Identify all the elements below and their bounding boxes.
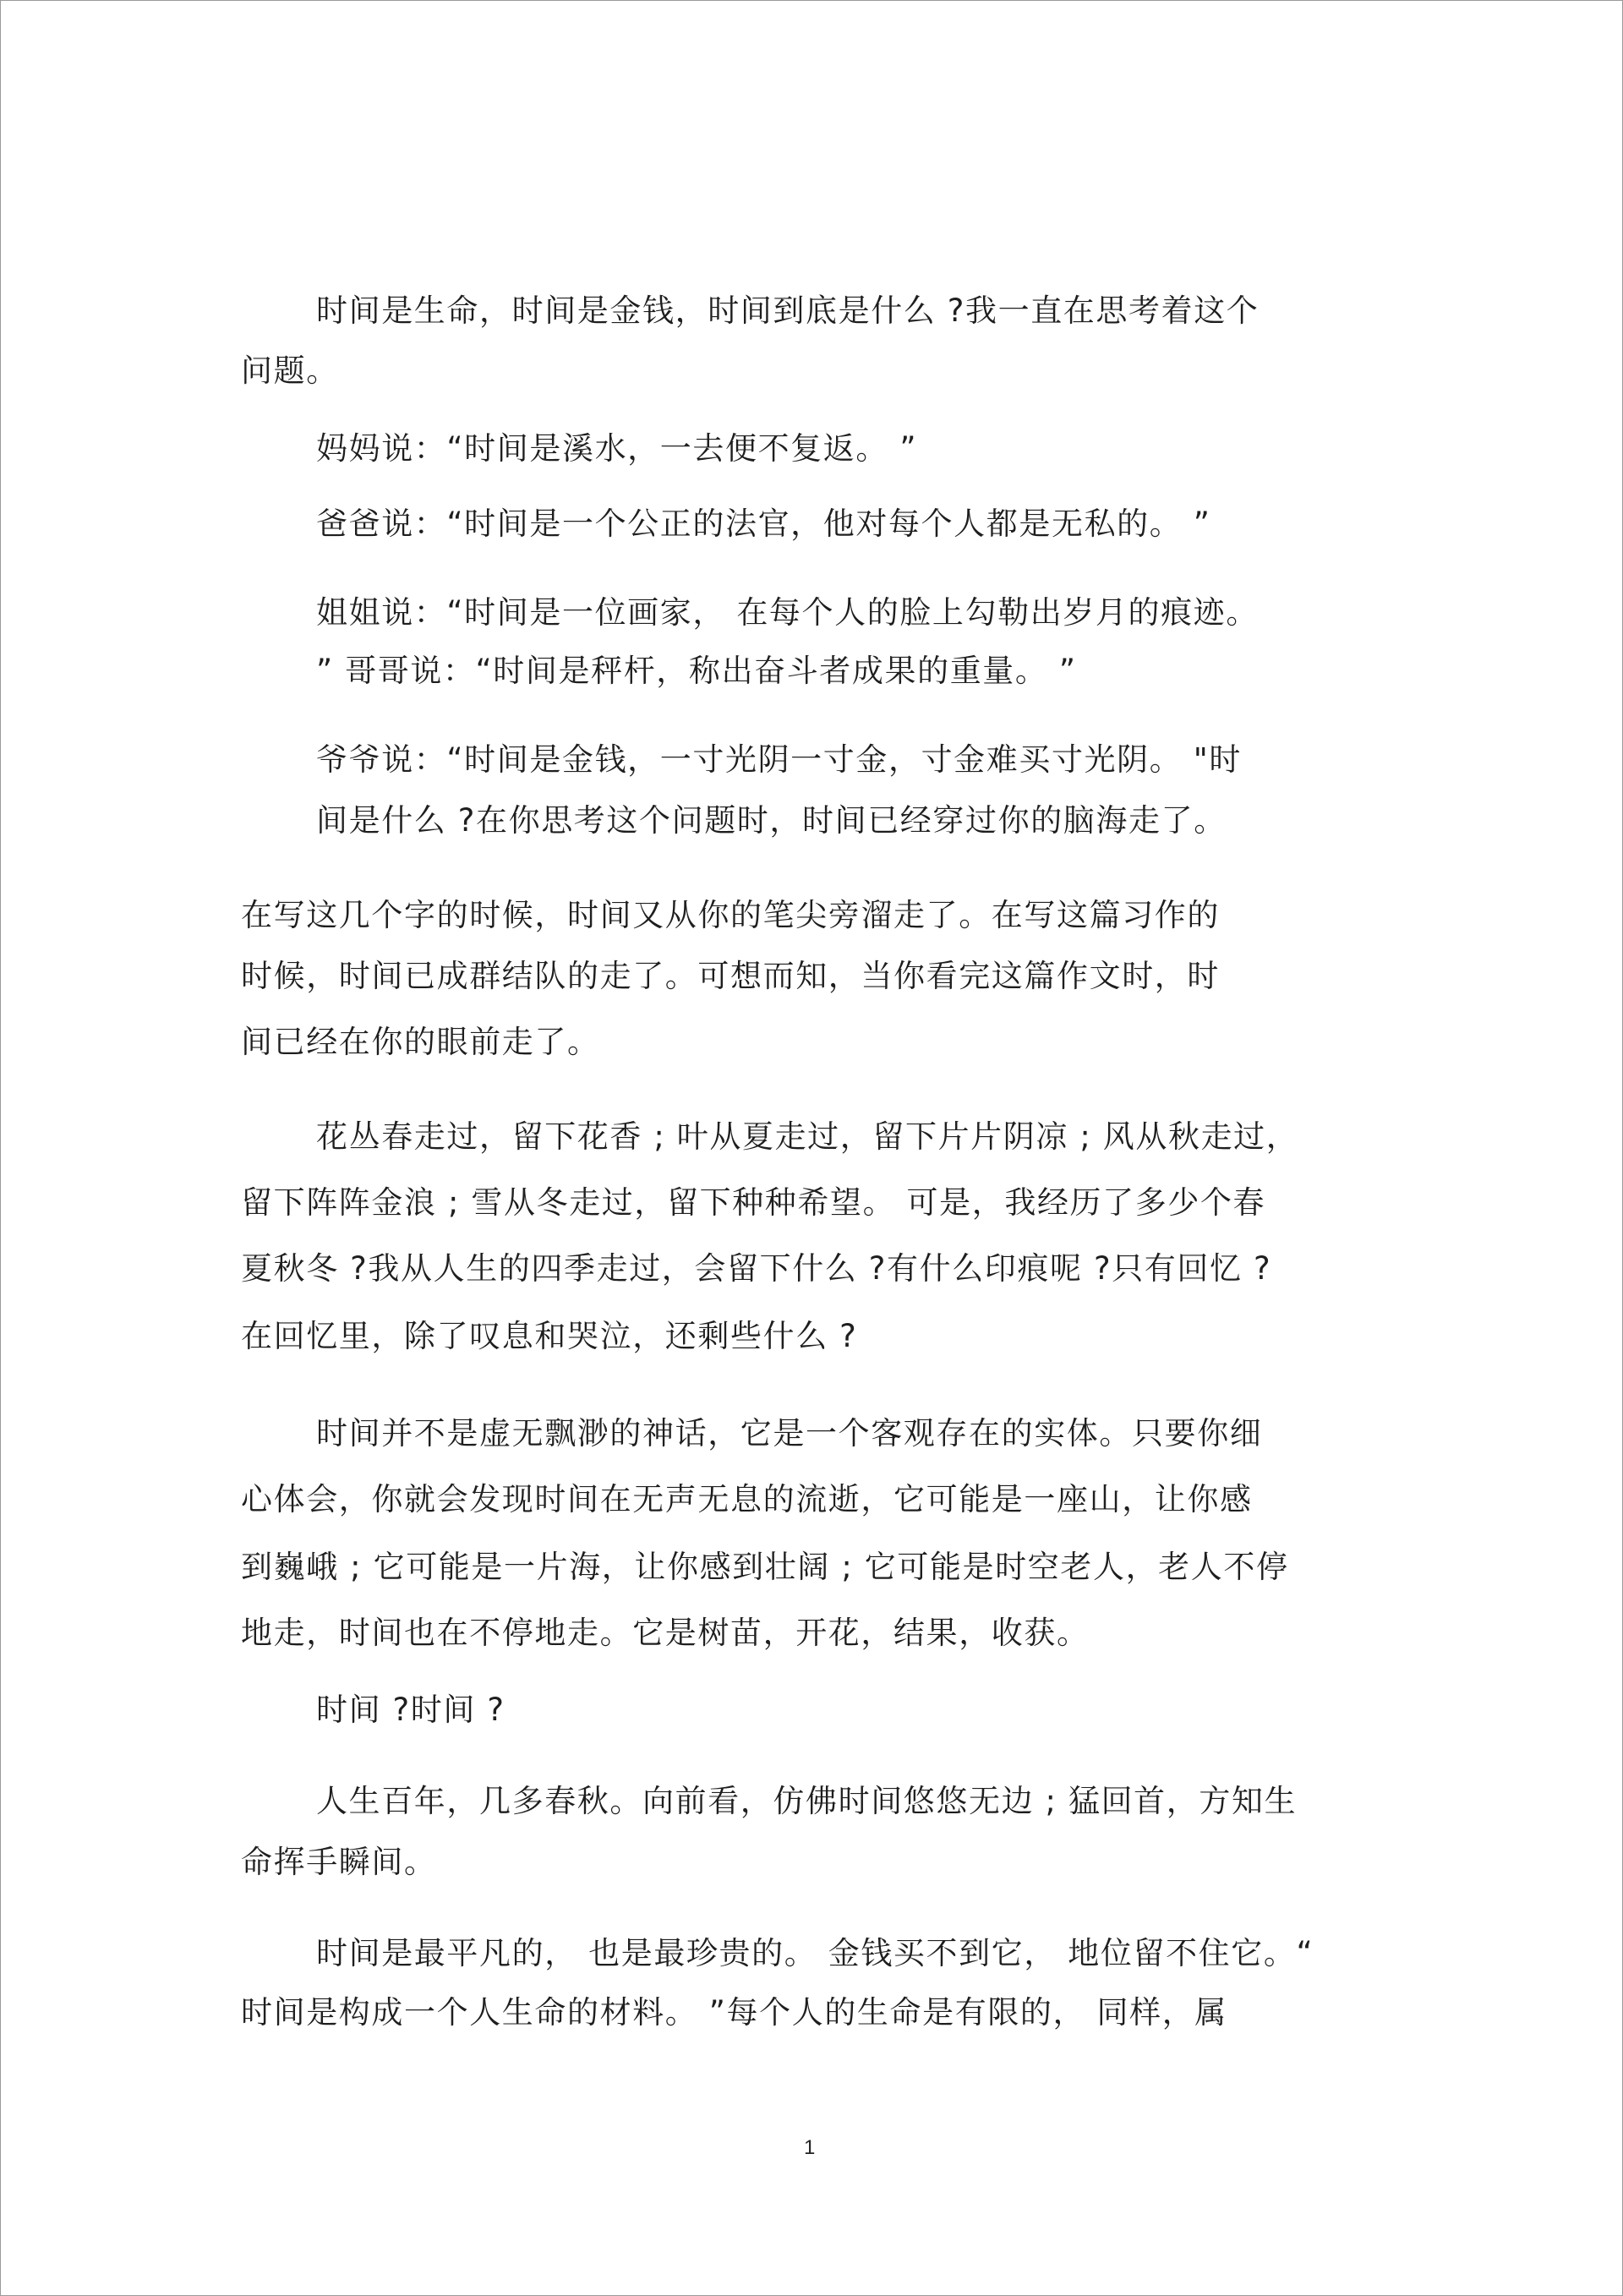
text-line: 姐姐说：“时间是一位画家， 在每个人的脸上勾勒出岁月的痕迹。 [316,594,1259,631]
text-line: 间已经在你的眼前走了。 [241,1024,600,1060]
text-line: 时间并不是虚无飘渺的神话，它是一个客观存在的实体。只要你细 [316,1415,1263,1451]
text-line: 心体会，你就会发现时间在无声无息的流逝，它可能是一座山，让你感 [241,1481,1253,1517]
text-line: 间是什么 ?在你思考这个问题时，时间已经穿过你的脑海走了。 [316,802,1227,839]
text-line: 花丛春走过，留下花香 ; 叶从夏走过，留下片片阴凉 ; 风从秋走过， [316,1118,1299,1155]
text-line: 到巍峨 ; 它可能是一片海，让你感到壮阔 ; 它可能是时空老人，老人不停 [241,1549,1289,1585]
text-line: 在回忆里，除了叹息和哭泣，还剩些什么 ? [241,1318,858,1354]
text-line: 人生百年，几多春秋。向前看，仿佛时间悠悠无边 ; 猛回首，方知生 [316,1783,1298,1819]
text-line: 地走，时间也在不停地走。它是树苗，开花，结果，收获。 [241,1615,1090,1651]
text-line: 留下阵阵金浪 ; 雪从冬走过，留下种种希望。 可是，我经历了多少个春 [241,1184,1266,1221]
text-line: 妈妈说：“时间是溪水，一去便不复返。 ” [316,430,918,467]
text-line: 夏秋冬 ?我从人生的四季走过，会留下什么 ?有什么印痕呢 ?只有回忆 ? [241,1250,1272,1287]
text-line: 时候，时间已成群结队的走了。可想而知，当你看完这篇作文时，时 [241,958,1220,994]
text-line: 命挥手瞬间。 [241,1844,437,1880]
text-line: 问题。 [241,353,339,389]
text-line: 时间是构成一个人生命的材料。 ”每个人的生命是有限的， 同样，属 [241,1994,1227,2031]
text-line: 时间是生命，时间是金钱，时间到底是什么 ?我一直在思考着这个 [316,292,1260,329]
text-line: ” 哥哥说：“时间是秤杆，称出奋斗者成果的重量。 ” [316,653,1077,689]
text-line: 爷爷说：“时间是金钱，一寸光阴一寸金，寸金难买寸光阴。 "时 [316,741,1242,778]
text-line: 时间 ?时间 ? [316,1692,505,1728]
page-number: 1 [804,2136,816,2159]
text-line: 在写这几个字的时候，时间又从你的笔尖旁溜走了。在写这篇习作的 [241,897,1220,933]
text-line: 爸爸说：“时间是一个公正的法官，他对每个人都是无私的。 ” [316,506,1211,542]
text-line: 时间是最平凡的， 也是最珍贵的。 金钱买不到它， 地位留不住它。“ [316,1935,1314,1971]
